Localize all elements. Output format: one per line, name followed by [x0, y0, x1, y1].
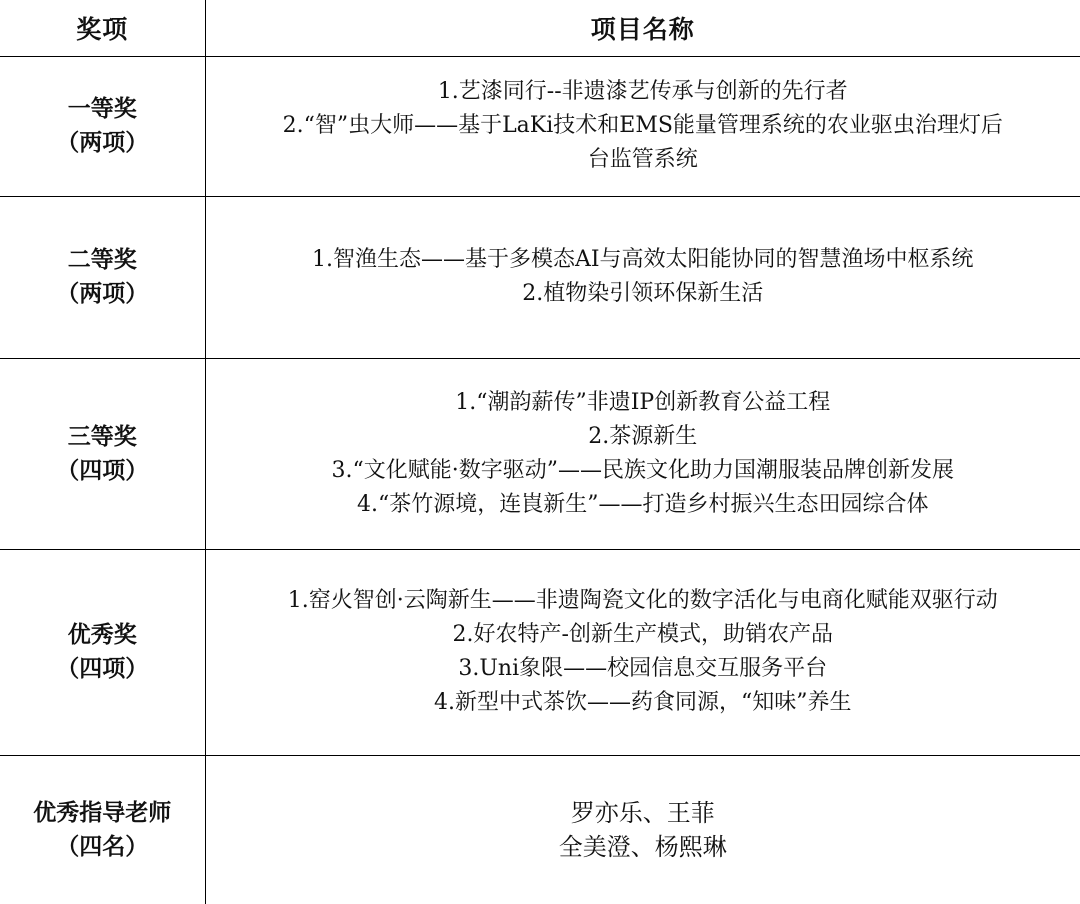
award-count: （两项）	[56, 281, 149, 307]
projects-cell	[205, 549, 1080, 755]
project-item: 2.茶源新生	[588, 423, 698, 449]
project-item: 2.植物染引领环保新生活	[522, 281, 764, 306]
header-project-name: 项目名称	[205, 0, 1080, 56]
award-count: （四项）	[56, 656, 149, 682]
project-item: 3.Uni象限——校园信息交互服务平台	[458, 656, 828, 681]
award-cell	[0, 755, 205, 904]
project-item: 4.“茶竹源境，连崀新生”——打造乡村振兴生态田园综合体	[357, 491, 929, 517]
project-item: 台监管系统	[587, 147, 698, 172]
project-item: 1.“潮韵薪传”非遗IP创新教育公益工程	[455, 389, 831, 415]
header-row	[0, 0, 1080, 56]
teachers-cell	[205, 755, 1080, 904]
teacher-names: 全美澄、杨熙琳	[558, 832, 727, 861]
award-count: （四项）	[56, 457, 149, 484]
project-item: 1.艺漆同行--非遗漆艺传承与创新的先行者	[437, 79, 848, 104]
award-cell	[0, 196, 205, 358]
award-cell	[0, 549, 205, 755]
projects-cell	[205, 56, 1080, 196]
award-count: （四名）	[56, 833, 149, 860]
project-item: 1.窑火智创·云陶新生——非遗陶瓷文化的数字活化与电商化赋能双驱行动	[287, 588, 998, 613]
table-row	[0, 549, 1080, 755]
teacher-names: 罗亦乐、王菲	[570, 798, 715, 827]
project-item: 2.“智”虫大师——基于LaKi技术和EMS能量管理系统的农业驱虫治理灯后	[282, 113, 1003, 138]
project-item: 2.好农特产-创新生产模式，助销农产品	[452, 622, 833, 647]
projects-cell	[205, 196, 1080, 358]
projects-cell	[205, 358, 1080, 549]
project-item: 3.“文化赋能·数字驱动”——民族文化助力国潮服装品牌创新发展	[331, 457, 954, 483]
table-row	[0, 358, 1080, 549]
table-row	[0, 196, 1080, 358]
award-cell	[0, 358, 205, 549]
header-award: 奖项	[0, 0, 205, 56]
table-row	[0, 56, 1080, 196]
project-item: 1.智渔生态——基于多模态AI与高效太阳能协同的智慧渔场中枢系统	[311, 247, 974, 272]
award-label: 三等奖	[67, 423, 137, 450]
project-item: 4.新型中式茶饮——药食同源，“知味”养生	[434, 690, 852, 715]
award-label: 优秀指导老师	[33, 799, 172, 826]
table-row	[0, 755, 1080, 904]
award-label: 优秀奖	[67, 622, 137, 648]
award-label: 一等奖	[67, 96, 137, 122]
award-count: （两项）	[56, 130, 149, 156]
award-cell	[0, 56, 205, 196]
award-label: 二等奖	[67, 247, 137, 273]
